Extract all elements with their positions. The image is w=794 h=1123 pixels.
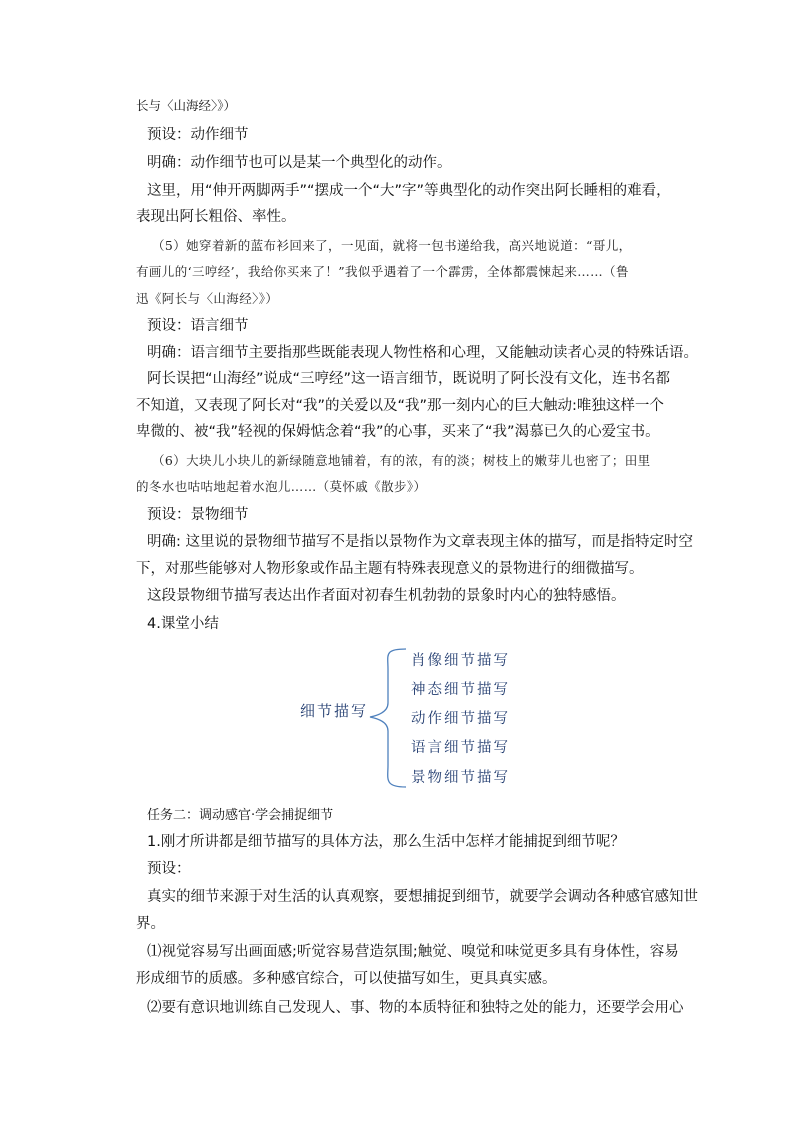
text-line: 下，对那些能够对人物形象或作品主题有特殊表现意义的景物进行的细微描写。 bbox=[136, 561, 644, 577]
brace-icon bbox=[366, 645, 416, 795]
text-line: 形成细节的质感。多种感官综合，可以使描写如生，更具真实感。 bbox=[136, 971, 557, 987]
text-line: 表现出阿长粗俗、率性。 bbox=[136, 209, 296, 225]
section-heading: 任务二：调动感官·学会捕捉细节 bbox=[147, 808, 334, 823]
text-line: 界。 bbox=[136, 916, 165, 932]
quote-line: 有画儿的‘三哼经’，我给你买来了！”我似乎遇着了一个霹雳，全体都震悚起来……（鲁 bbox=[136, 264, 629, 279]
text-line: 这里，用“伸开两脚两手”“摆成一个“大”字”等典型化的动作突出阿长睡相的难看， bbox=[147, 183, 671, 199]
diagram-item: 语言细节描写 bbox=[411, 740, 510, 756]
text-line: 1.刚才所讲都是细节描写的具体方法，那么生活中怎样才能捕捉到细节呢？ bbox=[147, 834, 625, 850]
text-line: ⑵要有意识地训练自己发现人、事、物的本质特征和独特之处的能力，还要学会用心 bbox=[147, 1000, 684, 1016]
text-line: 预设： bbox=[147, 861, 191, 877]
quote-line: （5）她穿着新的蓝布衫回来了，一见面，就将一包书递给我，高兴地说道：“哥儿， bbox=[152, 238, 632, 253]
text-line: ⑴视觉容易写出画面感;听觉容易营造氛围;触觉、嗅觉和味觉更多具有身体性，容易 bbox=[147, 944, 679, 960]
diagram-item: 动作细节描写 bbox=[411, 711, 510, 727]
text-line: 预设：动作细节 bbox=[147, 127, 249, 143]
text-line: 真实的细节来源于对生活的认真观察，要想捕捉到细节，就要学会调动各种感官感知世 bbox=[147, 889, 698, 905]
quote-line: 的冬水也咕咕地起着水泡儿……（莫怀戚《散步》） bbox=[136, 479, 427, 494]
section-heading: 4.课堂小结 bbox=[147, 616, 219, 632]
quote-line: （6）大块儿小块儿的新绿随意地铺着，有的浓，有的淡；树枝上的嫩芽儿也密了；田里 bbox=[152, 453, 651, 468]
text-line: 明确：动作细节也可以是某一个典型化的动作。 bbox=[147, 155, 452, 171]
text-line: 明确: 这里说的景物细节描写不是指以景物作为文章表现主体的描写，而是指特定时空 bbox=[147, 534, 693, 550]
text-line: 不知道，又表现了阿长对“我”的关爱以及“我”那一刻内心的巨大触动:唯独这样一个 bbox=[136, 398, 664, 414]
text-line: 明确：语言细节主要指那些既能表现人物性格和心理，又能触动读者心灵的特殊话语。 bbox=[147, 345, 698, 361]
summary-diagram bbox=[300, 645, 540, 795]
text-line: 这段景物细节描写表达出作者面对初春生机勃勃的景象时内心的独特感悟。 bbox=[147, 588, 626, 604]
diagram-item: 景物细节描写 bbox=[411, 770, 510, 786]
text-line: 阿长误把“山海经”说成“三哼经”这一语言细节，既说明了阿长没有文化，连书名都 bbox=[147, 371, 671, 387]
text-line: 卑微的、被“我”轻视的保姆惦念着“我”的心事，买来了“我”渴慕已久的心爱宝书。 bbox=[136, 424, 660, 440]
diagram-item: 神态细节描写 bbox=[411, 682, 510, 698]
text-line: 预设：语言细节 bbox=[147, 318, 249, 334]
diagram-item: 肖像细节描写 bbox=[411, 653, 510, 669]
text-line: 预设：景物细节 bbox=[147, 507, 249, 523]
text-line: 长与〈山海经〉》） bbox=[136, 98, 237, 113]
diagram-title: 细节描写 bbox=[300, 702, 369, 720]
quote-line: 迅《阿长与〈山海经〉》） bbox=[136, 291, 279, 306]
